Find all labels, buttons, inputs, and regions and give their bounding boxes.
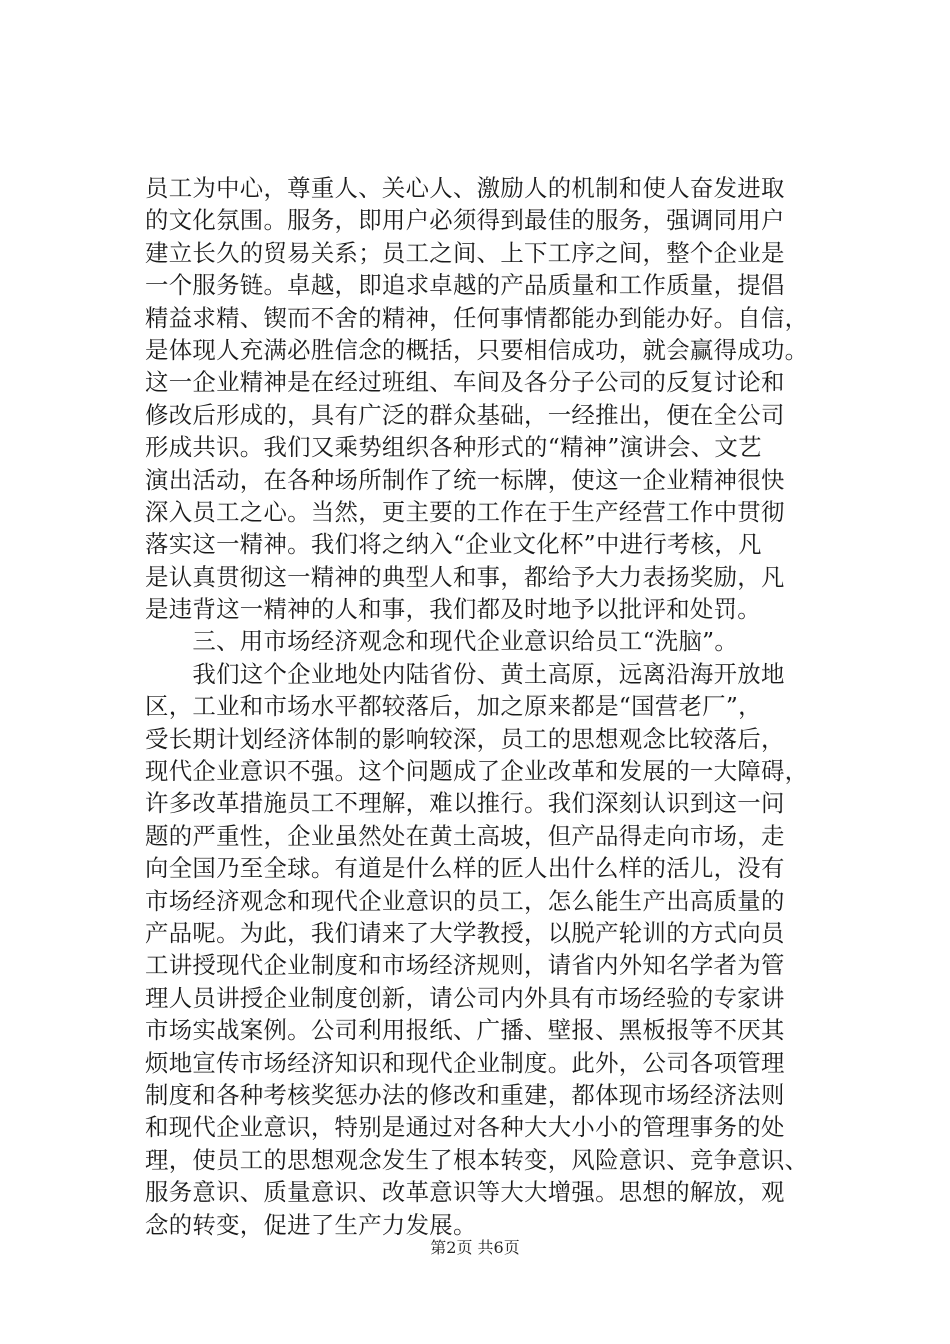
text-line: 理人员讲授企业制度创新，请公司内外具有市场经验的专家讲 <box>145 983 785 1012</box>
text-line: 区，工业和市场水平都较落后，加之原来都是“国营老厂”， <box>145 692 762 721</box>
text-line: 我们这个企业地处内陆省份、黄土高原，远离沿海开放地 <box>145 659 785 688</box>
text-line: 这一企业精神是在经过班组、车间及各分子公司的反复讨论和 <box>145 368 785 397</box>
text-line: 市场实战案例。公司利用报纸、广播、壁报、黑板报等不厌其 <box>145 1016 785 1045</box>
text-line: 建立长久的贸易关系；员工之间、上下工序之间，整个企业是 <box>145 238 785 267</box>
text-line: 演出活动，在各种场所制作了统一标牌，使这一企业精神很快 <box>145 465 785 494</box>
text-line: 制度和各种考核奖惩办法的修改和重建，都体现市场经济法则 <box>145 1080 785 1109</box>
text-line: 和现代企业意识，特别是通过对各种大大小小的管理事务的处 <box>145 1113 785 1142</box>
text-line: 落实这一精神。我们将之纳入“企业文化杯”中进行考核，凡 <box>145 530 762 559</box>
text-line: 现代企业意识不强。这个问题成了企业改革和发展的一大障碍， <box>145 757 809 786</box>
text-line: 许多改革措施员工不理解，难以推行。我们深刻认识到这一问 <box>145 789 785 818</box>
text-line: 烦地宣传市场经济知识和现代企业制度。此外，公司各项管理 <box>145 1048 785 1077</box>
text-line: 精益求精、锲而不舍的精神，任何事情都能办到能办好。自信， <box>145 303 809 332</box>
text-line: 是体现人充满必胜信念的概括，只要相信成功，就会赢得成功。 <box>145 335 809 364</box>
text-line: 修改后形成的，具有广泛的群众基础，一经推出，便在全公司 <box>145 400 785 429</box>
text-line: 受长期计划经济体制的影响较深，员工的思想观念比较落后， <box>145 724 785 753</box>
text-line: 理，使员工的思想观念发生了根本转变，风险意识、竞争意识、 <box>145 1145 809 1174</box>
text-line: 形成共识。我们又乘势组织各种形式的“精神”演讲会、文艺 <box>145 433 762 462</box>
text-line: 一个服务链。卓越，即追求卓越的产品质量和工作质量，提倡 <box>145 271 785 300</box>
text-line: 员工为中心，尊重人、关心人、激励人的机制和使人奋发进取 <box>145 174 785 202</box>
body-text <box>145 172 835 1241</box>
text-line: 向全国乃至全球。有道是什么样的匠人出什么样的活儿，没有 <box>145 854 785 883</box>
text-line: 服务意识、质量意识、改革意识等大大增强。思想的解放，观 <box>145 1178 785 1207</box>
text-line: 三、用市场经济观念和现代企业意识给员工“洗脑”。 <box>145 627 739 656</box>
text-line: 念的转变，促进了生产力发展。 <box>145 1210 477 1239</box>
text-line: 题的严重性，企业虽然处在黄土高坡，但产品得走向市场，走 <box>145 821 785 850</box>
text-line: 市场经济观念和现代企业意识的员工，怎么能生产出高质量的 <box>145 886 785 915</box>
text-line: 是违背这一精神的人和事，我们都及时地予以批评和处罚。 <box>145 595 761 624</box>
text-line: 产品呢。为此，我们请来了大学教授，以脱产轮训的方式向员 <box>145 918 785 947</box>
text-line: 是认真贯彻这一精神的典型人和事，都给予大力表扬奖励，凡 <box>145 562 785 591</box>
text-line: 工讲授现代企业制度和市场经济规则，请省内外知名学者为管 <box>145 951 785 980</box>
page-footer: 第2页 共6页 <box>430 1238 520 1257</box>
text-line: 的文化氛围。服务，即用户必须得到最佳的服务，强调同用户 <box>145 206 785 235</box>
text-line: 深入员工之心。当然，更主要的工作在于生产经营工作中贯彻 <box>145 497 785 526</box>
